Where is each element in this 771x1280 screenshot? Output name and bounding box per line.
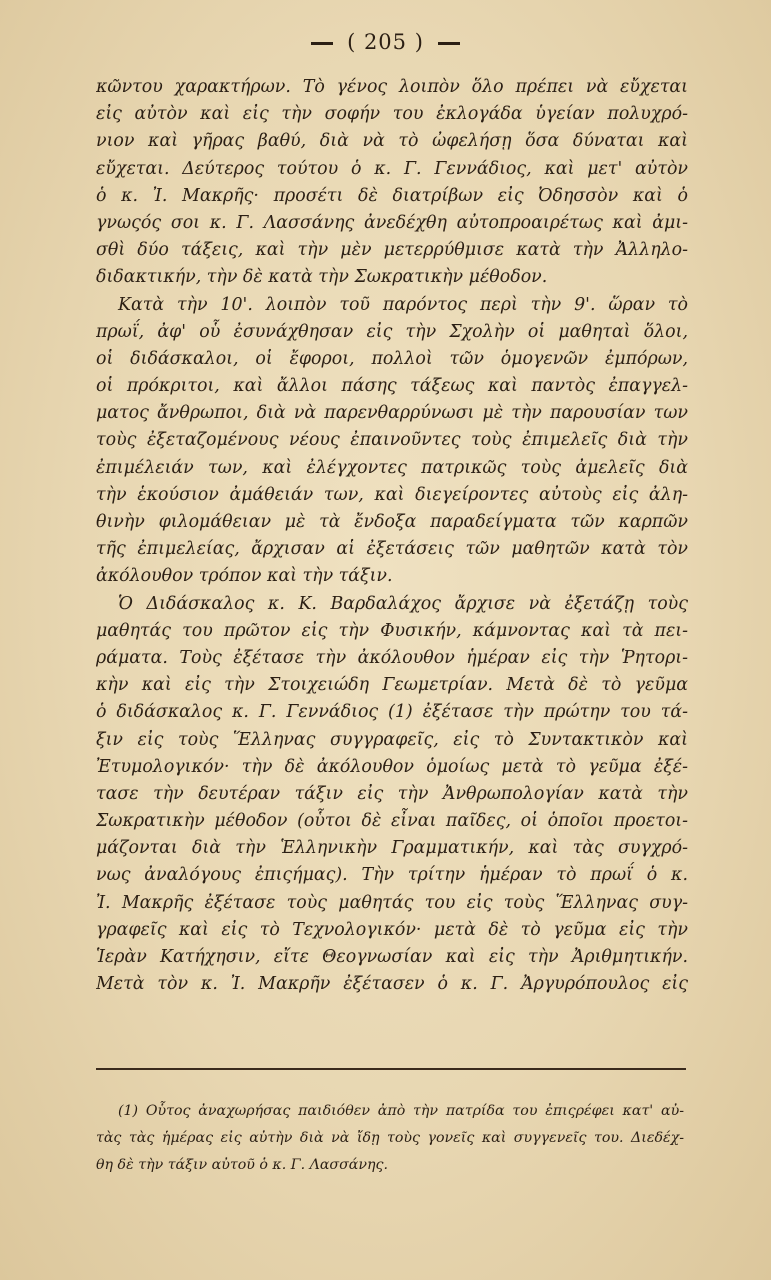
text-line: γνωςός σοι κ. Γ. Λασσάνης ἀνεδέχθη αὐτοπροαιρέτως καὶ ἀμι- (96, 212, 688, 233)
footnote-divider (96, 1068, 686, 1070)
text-line: ξιν εἰς τοὺς Ἕλληνας συγγραφεῖς, εἰς τὸ Συντακτικὸν καὶ (96, 729, 688, 750)
text-line: τῆς ἐπιμελείας, ἄρχισαν αἱ ἐξετάσεις τῶν μαθητῶν κατὰ τὸν (96, 539, 688, 560)
text-line: ματος ἄνθρωποι, διὰ νὰ παρενθαρρύνωσι μὲ τὴν παρουσίαν των (96, 403, 688, 424)
text-line: θινὴν φιλομάθειαν μὲ τὰ ἔνδοξα παραδείγματα τῶν καρπῶν (96, 512, 688, 532)
text-line: νως ἀναλόγους ἐπιςήμας). Τὴν τρίτην ἡμέραν τὸ πρωΐ ὁ κ. (96, 865, 688, 886)
text-line: τὴν ἑκούσιον ἀμάθειάν των, καὶ διεγείροντες αὐτοὺς εἰς ἀλη- (96, 484, 688, 505)
text-line: νιον καὶ γῆρας βαθύ, διὰ νὰ τὸ ὠφελήσῃ ὅσα δύναται καὶ (96, 131, 688, 152)
page-number-header (0, 30, 771, 54)
text-line: Ὁ Διδάσκαλος κ. Κ. Βαρδαλάχος ἄρχισε νὰ ἐξετάζῃ τοὺς (118, 593, 688, 614)
page-number: ( 205 ) (347, 30, 424, 54)
text-line: Μετὰ τὸν κ. Ἰ. Μακρῆν ἐξέτασεν ὁ κ. Γ. Ἀργυρόπουλος εἰς (96, 974, 688, 995)
footnote-line: θη δὲ τὴν τάξιν αὐτοῦ ὁ κ. Γ. Λασσάνης. (96, 1157, 388, 1173)
text-line: ράματα. Τοὺς ἐξέτασε τὴν ἀκόλουθον ἡμέραν εἰς τὴν Ῥητορι- (96, 647, 688, 668)
text-line: πρωΐ, ἀφ' οὗ ἐσυνάχθησαν εἰς τὴν Σχολὴν οἱ μαθηταὶ ὅλοι, (96, 321, 688, 342)
footnote (96, 1098, 684, 1179)
text-line: γραφεῖς καὶ εἰς τὸ Τεχνολογικόν· μετὰ δὲ τὸ γεῦμα εἰς τὴν (96, 919, 688, 940)
text-line: ἀκόλουθον τρόπον καὶ τὴν τάξιν. (96, 566, 393, 587)
text-line: Ἐτυμολογικόν· τὴν δὲ ἀκόλουθον ὁμοίως μετὰ τὸ γεῦμα ἐξέ- (96, 756, 688, 777)
footnote-line: τὰς τὰς ἡμέρας εἰς αὐτὴν διὰ νὰ ἴδῃ τοὺς γονεῖς καὶ συγγενεῖς του. Διεδέχ- (96, 1130, 684, 1146)
text-line: ὁ διδάσκαλος κ. Γ. Γεννάδιος (1) ἐξέτασε τὴν πρώτην του τά- (96, 702, 688, 723)
text-line: κὴν καὶ εἰς τὴν Στοιχειώδη Γεωμετρίαν. Μετὰ δὲ τὸ γεῦμα (96, 675, 688, 696)
text-line: σθὶ δύο τάξεις, καὶ τὴν μὲν μετερρύθμισε κατὰ τὴν Ἀλληλο- (96, 240, 688, 261)
folio-dash-left (311, 42, 333, 45)
text-line: κῶντου χαρακτήρων. Τὸ γένος λοιπὸν ὅλο πρέπει νὰ εὔχεται (96, 77, 688, 97)
text-line: Κατὰ τὴν 10'. λοιπὸν τοῦ παρόντος περὶ τὴν 9'. ὥραν τὸ (118, 294, 688, 315)
text-line: οἱ διδάσκαλοι, οἱ ἔφοροι, πολλοὶ τῶν ὁμογενῶν ἐμπόρων, (96, 348, 688, 369)
text-line: ὁ κ. Ἰ. Μακρῆς· προσέτι δὲ διατρίβων εἰς Ὀδησσὸν καὶ ὁ (96, 185, 688, 206)
text-line: διδακτικήν, τὴν δὲ κατὰ τὴν Σωκρατικὴν μέθοδον. (96, 267, 548, 288)
text-line: Σωκρατικὴν μέθοδον (οὗτοι δὲ εἶναι παῖδες, οἱ ὁποῖοι προετοι- (96, 811, 688, 832)
text-line: εἰς αὐτὸν καὶ εἰς τὴν σοφήν του ἐκλογάδα ὑγείαν πολυχρό- (96, 104, 688, 125)
text-line: μαθητάς του πρῶτον εἰς τὴν Φυσικήν, κάμνοντας καὶ τὰ πει- (96, 620, 688, 641)
text-line: μάζονται διὰ τὴν Ἑλληνικὴν Γραμματικήν, καὶ τὰς συγχρό- (96, 838, 688, 859)
text-line: τασε τὴν δευτέραν τάξιν εἰς τὴν Ἀνθρωπολογίαν κατὰ τὴν (96, 783, 688, 804)
main-text (96, 74, 688, 998)
text-line: εὔχεται. Δεύτερος τούτου ὁ κ. Γ. Γεννάδιος, καὶ μετ' αὐτὸν (96, 158, 688, 179)
text-line: Ἱερὰν Κατήχησιν, εἴτε Θεογνωσίαν καὶ εἰς τὴν Ἀριθμητικήν. (96, 947, 688, 967)
text-line: οἱ πρόκριτοι, καὶ ἄλλοι πάσης τάξεως καὶ παντὸς ἐπαγγελ- (96, 376, 688, 397)
footnote-line: (1) Οὗτος ἀναχωρήσας παιδιόθεν ἀπὸ τὴν πατρίδα του ἐπιςρέφει κατ' αὐ- (118, 1103, 684, 1119)
text-line: ἐπιμέλειάν των, καὶ ἐλέγχοντες πατρικῶς τοὺς ἀμελεῖς διὰ (96, 457, 688, 478)
text-line: Ἰ. Μακρῆς ἐξέτασε τοὺς μαθητάς του εἰς τοὺς Ἕλληνας συγ- (96, 892, 688, 913)
folio-dash-right (438, 42, 460, 45)
text-line: τοὺς ἐξεταζομένους νέους ἐπαινοῦντες τοὺς ἐπιμελεῖς διὰ τὴν (96, 430, 688, 451)
